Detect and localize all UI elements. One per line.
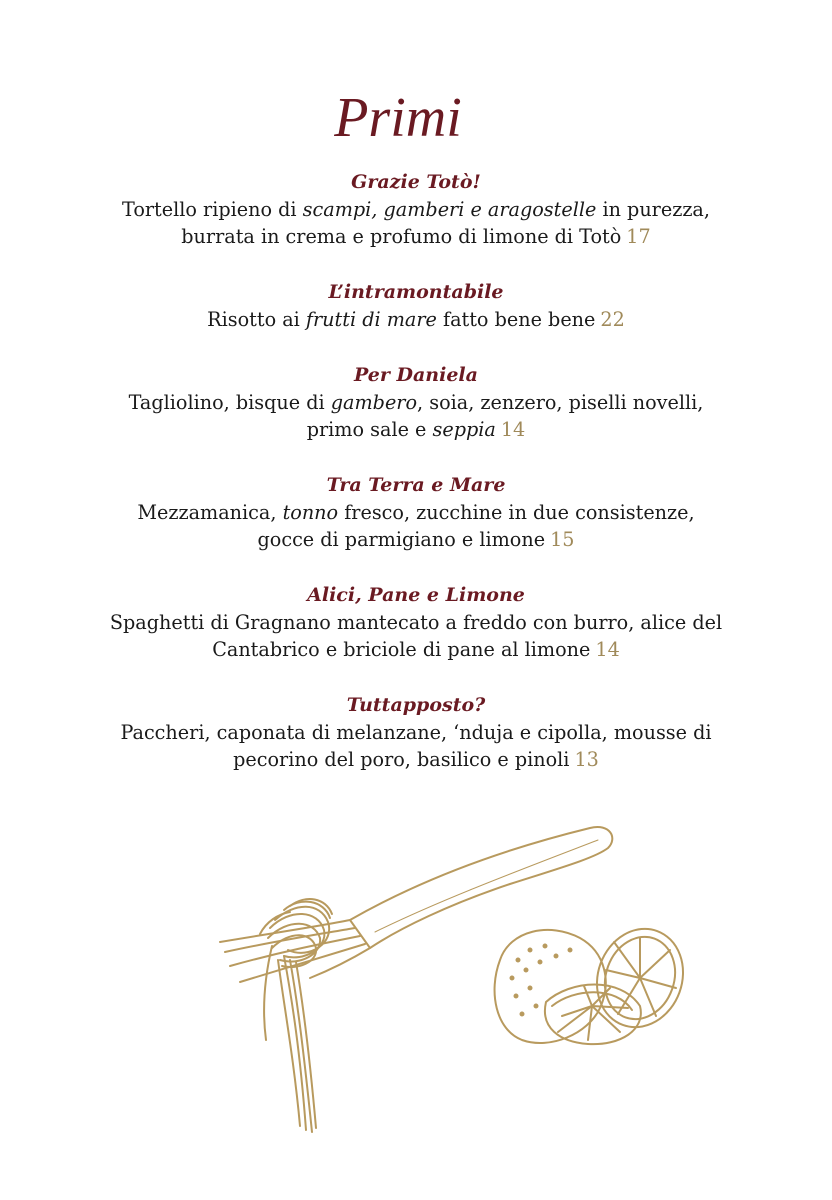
dish-description-line bbox=[0, 609, 832, 636]
dish-item bbox=[0, 581, 832, 663]
dish-price: 14 bbox=[500, 418, 526, 441]
description-segment: Spaghetti di Gragnano mantecato a freddo con burro, alice del bbox=[109, 611, 723, 634]
dish-name: Tra Terra e Mare bbox=[326, 474, 506, 496]
description-segment: fatto bene bene bbox=[436, 308, 596, 331]
description-segment: burrata in crema e profumo di limone di Totò bbox=[181, 225, 622, 248]
dish-description-line bbox=[0, 196, 832, 223]
description-segment: gocce di parmigiano e limone bbox=[257, 528, 546, 551]
dish-description-line bbox=[0, 389, 832, 416]
dish-item bbox=[0, 361, 832, 443]
description-segment: gambero bbox=[330, 391, 418, 414]
dish-item bbox=[0, 168, 832, 250]
dish-description-line bbox=[0, 636, 832, 663]
lemon-icon bbox=[495, 917, 697, 1045]
dish-name: Alici, Pane e Limone bbox=[307, 584, 525, 606]
dish-description-line bbox=[0, 306, 832, 333]
description-segment: Cantabrico e briciole di pane al limone bbox=[212, 638, 591, 661]
dish-name: Per Daniela bbox=[354, 364, 478, 386]
dish-name: Grazie Totò! bbox=[351, 171, 481, 193]
description-segment: Tortello ripieno di bbox=[122, 198, 303, 221]
description-segment: pecorino del poro, basilico e pinoli bbox=[233, 748, 570, 771]
dish-name: L’intramontabile bbox=[328, 281, 504, 303]
dish-price: 17 bbox=[626, 225, 651, 248]
description-segment: Mezzamanica, bbox=[137, 501, 283, 524]
dish-list bbox=[0, 168, 832, 801]
dish-item bbox=[0, 278, 832, 333]
dish-price: 22 bbox=[600, 308, 625, 331]
description-segment: primo sale e bbox=[306, 418, 433, 441]
section-title: Primi bbox=[334, 87, 462, 149]
dish-name: Tuttapposto? bbox=[346, 694, 486, 716]
dish-price: 14 bbox=[595, 638, 620, 661]
dish-description-line bbox=[0, 499, 832, 526]
illustration bbox=[200, 810, 700, 1140]
description-segment: in purezza, bbox=[596, 198, 710, 221]
dish-description-line bbox=[0, 746, 832, 773]
description-segment: , soia, zenzero, piselli novelli, bbox=[417, 391, 704, 414]
dish-price: 13 bbox=[574, 748, 599, 771]
description-segment: Tagliolino, bisque di bbox=[128, 391, 331, 414]
description-segment: scampi, gamberi e aragostelle bbox=[302, 198, 597, 221]
dish-description-line bbox=[0, 223, 832, 250]
description-segment: frutti di mare bbox=[305, 308, 437, 331]
description-segment: Paccheri, caponata di melanzane, ‘nduja e cipolla, mousse di bbox=[120, 721, 712, 744]
dish-description-line bbox=[0, 526, 832, 553]
fork-with-spaghetti-icon bbox=[220, 827, 612, 1132]
dish-description-line bbox=[0, 416, 832, 443]
dish-item bbox=[0, 691, 832, 773]
dish-item bbox=[0, 471, 832, 553]
dish-price: 15 bbox=[550, 528, 575, 551]
description-segment: fresco, zucchine in due consistenze, bbox=[338, 501, 695, 524]
description-segment: seppia bbox=[432, 418, 496, 441]
description-segment: Risotto ai bbox=[207, 308, 306, 331]
dish-description-line bbox=[0, 719, 832, 746]
description-segment: tonno bbox=[282, 501, 339, 524]
